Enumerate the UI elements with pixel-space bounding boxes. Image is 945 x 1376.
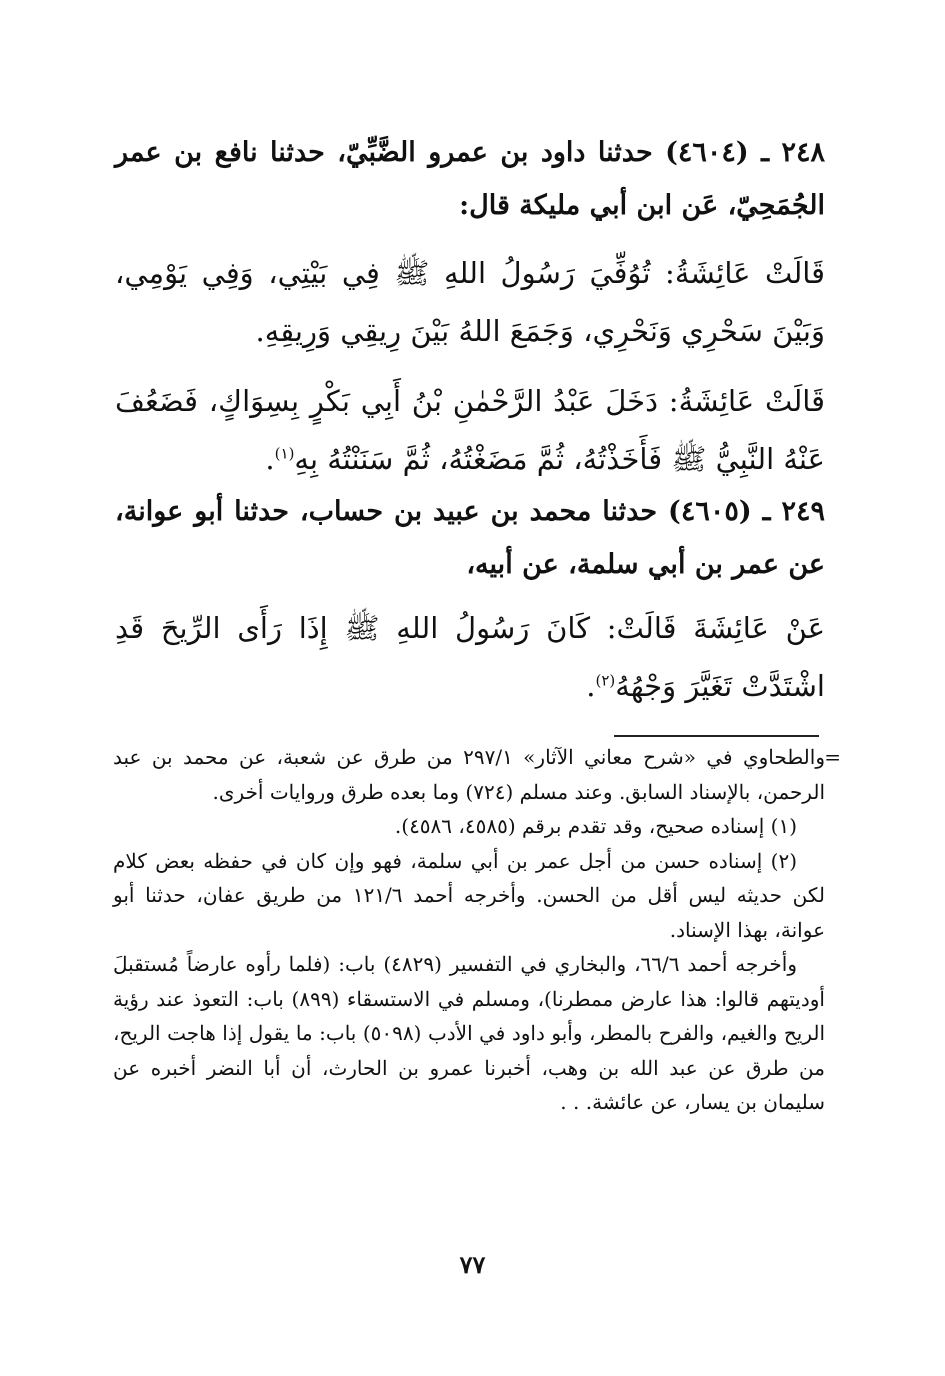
hadith-249-matn-1	[115, 599, 825, 715]
continuation-mark: =	[824, 745, 841, 769]
hadith-248-matn-1: قَالَتْ عَائِشَةُ: تُوُفِّيَ رَسُولُ اللهِ ﷺ فِي بَيْتِي، وَفِي يَوْمِي، وَبَيْنَ سَحْرِي وَنَحْرِي، وَجَمَعَ اللهُ بَيْنَ رِيقِي وَرِيقِهِ.	[115, 256, 825, 348]
hadith-249-matn-1-end: .	[586, 669, 596, 703]
hadith-248-matn-2	[115, 372, 825, 488]
footnote-separator	[614, 735, 819, 737]
hadith-248-matn-2-text: قَالَتْ عَائِشَةُ: دَخَلَ عَبْدُ الرَّحْمٰنِ بْنُ أَبِي بَكْرٍ بِسِوَاكٍ، فَضَعُفَ عَنْهُ النَّبِيُّ ﷺ فَأَخَذْتُهُ، ثُمَّ مَضَغْتُهُ، ثُمَّ سَنَنْتُهُ بِهِ	[115, 384, 825, 476]
hadith-249-isnad: ٢٤٩ ـ (٤٦٠٥) حدثنا محمد بن عبيد بن حساب، حدثنا أبو عوانة، عن عمر بن أبي سلمة، عن أبيه،	[115, 496, 825, 580]
hadith-249-matn-1-text: عَنْ عَائِشَةَ قَالَتْ: كَانَ رَسُولُ اللهِ ﷺ إِذَا رَأَى الرِّيحَ قَدِ اشْتَدَّتْ تَغَيَّرَ وَجْهُهُ	[115, 611, 825, 703]
footnotes	[113, 740, 841, 1120]
footnote-2-continued: وأخرجه أحمد ٦٦/٦، والبخاري في التفسير (٤٨٢٩) باب: (فلما رأوه عارضاً مُستقبلَ أوديتهم قالوا: هذا عارض ممطرنا)، ومسلم في الاستسقاء (٨٩٩) باب: التعوذ عند رؤية الريح والغيم، والفرح بالمطر، وأبو داود في الأدب (٥٠٩٨) باب: ما يقول إذا هاجت الريح، من طرق عن عبد الله بن وهب، أخبرنا عمرو بن الحارث، أن أبا النضر أخبره عن سليمان بن يسار، عن عائشة. . .	[113, 952, 826, 1114]
footnote-2: (٢) إسناده حسن من أجل عمر بن أبي سلمة، فهو وإن كان في حفظه بعض كلام لكن حديثه ليس أقل من الحسن. وأخرجه أحمد ١٢١/٦ من طريق عفان، حدثنا أبو عوانة، بهذا الإسناد.	[113, 848, 825, 942]
footnote-1: (١) إسناده صحيح، وقد تقدم برقم (٤٥٨٥، ٤٥٨٦).	[394, 814, 797, 838]
footnote-ref-1[interactable]: (١)	[274, 444, 295, 463]
footnote-ref-2[interactable]: (٢)	[595, 671, 616, 690]
hadith-249	[115, 485, 825, 715]
hadith-248-matn-2-end: .	[265, 442, 275, 476]
hadith-248-isnad: ٢٤٨ ـ (٤٦٠٤) حدثنا داود بن عمرو الضَّبِّيّ، حدثنا نافع بن عمر الجُمَحِيّ، عَن ابن أبي مليكة قال:	[115, 137, 825, 221]
hadith-248	[115, 126, 825, 488]
footnote-continuation: والطحاوي في «شرح معاني الآثار» ٢٩٧/١ من طرق عن شعبة، عن محمد بن عبد الرحمن، بالإسناد السابق. وعند مسلم (٧٢٤) وما بعده طرق وروايات أخرى.	[113, 745, 825, 804]
page-number: ٧٧	[459, 1250, 486, 1279]
